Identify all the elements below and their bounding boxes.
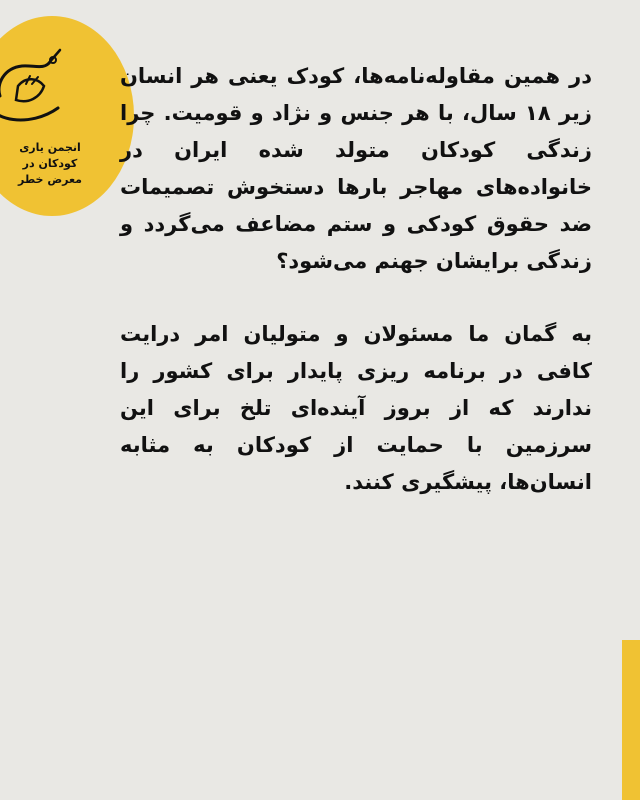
organization-name: انجمن یاری کودکان در معرض خطر — [18, 141, 82, 186]
hand-with-bird-icon — [0, 46, 80, 136]
article-text — [120, 58, 592, 501]
logo-badge — [0, 16, 134, 216]
paragraph-2: به گمان ما مسئولان و متولیان امر درایت کافی در برنامه ریزی پایدار برای کشور را ندارند که از بروز آینده‌ای تلخ برای این سرزمین با حمایت از کودکان به مثابه انسان‌ها، پیشگیری کنند. — [120, 322, 592, 494]
accent-bar — [622, 640, 640, 800]
paragraph-1: در همین مقاوله‌نامه‌ها، کودک یعنی هر انسان زیر ۱۸ سال، با هر جنس و نژاد و قومیت. چرا زندگی کودکان متولد شده ایران در خانواده‌های مهاجر بارها دستخوش تصمیمات ضد حقوق کودکی و ستم مضاعف می‌گردد و زندگی برایشان جهنم می‌شود؟ — [120, 64, 592, 273]
